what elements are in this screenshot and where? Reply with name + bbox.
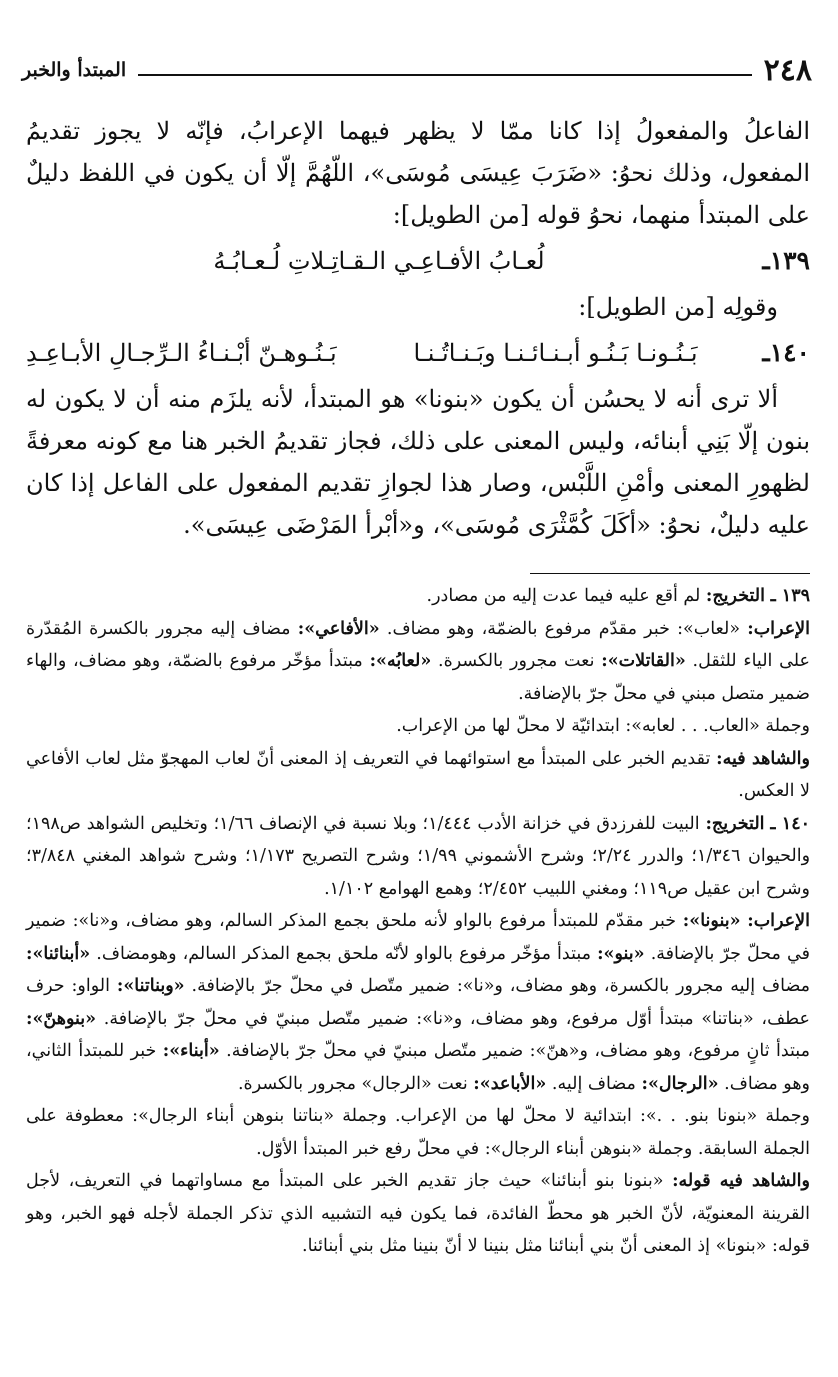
note-139-irab bbox=[26, 613, 810, 711]
note-number-140: ١٤٠ ـ bbox=[770, 813, 810, 834]
takhrij-text: البيت للفرزدق في خزانة الأدب ١/٤٤٤؛ وبلا نسبة في الإنصاف ١/٦٦؛ وتخليص الشواهد ص١٩٨؛ والحيوان ١/٣٤٦؛ والدرر ٢/٢٤؛ وشرح الأشموني ١/٩٩؛ وشرح التصريح ١/١٧٣؛ وشرح شواهد المغني ٣/٨٤٨؛ وشرح ابن عقيل ص١١٩؛ ومغني اللبيب ٢/٤٥٢؛ وهمع الهوامع ١/١٠٢. bbox=[26, 813, 811, 899]
irab-keyword: «الرجال»: bbox=[641, 1073, 719, 1094]
note-number-139: ١٣٩ ـ bbox=[770, 586, 810, 606]
irab-keyword: «أبنائنا»: bbox=[26, 943, 91, 964]
note-140-jumla: وجملة «بنونا بنو. . .»: ابتدائية لا محلّ لها من الإعراب. وجملة «بناتنا بنوهن أبناء الرجال»: معطوفة على الجملة السابقة. وجملة «بنوهن أبناء الرجال»: في محلّ رفع خبر المبتدأ الأوّل. bbox=[26, 1106, 810, 1159]
footnote-separator bbox=[530, 573, 810, 574]
irab-text: خبر للمبتدأ الثاني، وهو مضاف. bbox=[26, 1041, 810, 1094]
irab-keyword: «الأباعد»: bbox=[473, 1073, 547, 1094]
page-header bbox=[22, 48, 812, 92]
intro-paragraph: الفاعلُ والمفعولُ إذا كانا ممّا لا يظهر فيهما الإعرابُ، فإنّه لا يجوز تقديمُ المفعول، وذلك نحوُ: «ضَرَبَ عِيسَى مُوسَى»، اللّهُمَّ إلّا أن يكون في اللفظ دليلٌ على المبتدأ منهما، نحوُ قوله [من الطويل]: bbox=[26, 117, 810, 229]
note-140-takhrij bbox=[26, 808, 810, 906]
irab-keyword: «الأفاعي»: bbox=[297, 618, 380, 639]
irab-text: نعت مجرور بالكسرة. bbox=[438, 651, 595, 671]
irab-text: مبتدأ ثانٍ مرفوع، وهو مضاف، و«هنّ»: ضمير متّصل مبنيّ في محلّ جرّ بالإضافة. bbox=[226, 1041, 810, 1061]
main-text bbox=[26, 110, 810, 546]
irab-text: مبتدأ مؤخّر مرفوع بالضمّة، وهو مضاف، والهاء ضمير متصل مبني في محلّ جرّ بالإضافة. bbox=[26, 651, 810, 704]
verse-140-intro: وقولِه [من الطويل]: bbox=[578, 293, 778, 321]
note-139-takhrij bbox=[26, 580, 810, 613]
irab-text: مبتدأ مؤخّر مرفوع بالواو لأنّه ملحق بجمع المذكر السالم، وهومضاف. bbox=[96, 943, 591, 964]
irab-label: الإعراب: bbox=[747, 618, 810, 639]
irab-text: مضاف إليه مجرور بالكسرة المُقدّرة على الياء للثقل. bbox=[26, 618, 810, 671]
irab-keyword: «وبناتنا»: bbox=[116, 976, 185, 996]
irab-keyword: «القاتلات»: bbox=[601, 651, 686, 671]
takhrij-text: لم أقع عليه فيما عدت إليه من مصادر. bbox=[426, 586, 701, 606]
verse-number-140: ١٤٠ـ bbox=[762, 338, 810, 367]
irab-text: مضاف إليه مجرور بالكسرة، وهو مضاف، و«نا»: ضمير متّصل في محلّ جرّ بالإضافة. bbox=[191, 976, 810, 996]
shahid-label: والشاهد فيه: bbox=[716, 748, 810, 769]
note-140-irab bbox=[26, 905, 810, 1100]
note-140-shahid bbox=[26, 1165, 810, 1263]
shahid-label: والشاهد فيه قوله: bbox=[672, 1171, 810, 1191]
shahid-text: «بنونا بنو أبنائنا» حيث جاز تقديم الخبر على المبتدأ مع مساواتهما في التعريف، لأجل القرينة المعنويّة، لأنّ الخبر هو محطّ الفائدة، فما يكون فيه التشبيه الذي تذكر الجملة لأجله فهو الخبر، وهو قوله: «بنونا» إذ المعنى أنّ بني أبنائنا مثل بنينا لا أنّ بنينا مثل بني أبنائنا. bbox=[26, 1171, 810, 1256]
verse-140-second-hemistich: بَـنُـوهـنّ أبْـنـاءُ الـرِّجـالِ الأبـاعِـدِ bbox=[26, 339, 337, 367]
verse-number-139: ١٣٩ـ bbox=[762, 246, 810, 275]
irab-text: مضاف إليه. bbox=[551, 1073, 636, 1094]
irab-text: «لعاب»: خبر مقدّم مرفوع بالضمّة، وهو مضاف. bbox=[386, 618, 741, 639]
irab-text: خبر مقدّم للمبتدأ مرفوع بالواو لأنه ملحق بجمع المذكر السالم، وهو مضاف، و«نا»: ضمير في محلّ جرّ بالإضافة. bbox=[26, 911, 810, 964]
explanation-paragraph: ألا ترى أنه لا يحسُن أن يكون «بنونا» هو المبتدأ، لأنه يلزَم منه أن لا يكون له بنون إلّا بَنِي أبنائه، وليس المعنى على ذلك، فجاز تقديمُ الخبر هنا مع كونه معرفةً لظهورِ المعنى وأمْنِ اللَّبْس، وصار هذا لجوازِ تقديم المفعول على الفاعل إذا كان عليه دليلٌ، نحوُ: «أكَلَ كُمَّثْرَى مُوسَى»، و«أبْرأ المَرْضَى عِيسَى». bbox=[26, 385, 810, 539]
irab-keyword: «بنو»: bbox=[597, 943, 645, 964]
verse-140 bbox=[26, 332, 810, 374]
irab-label: الإعراب: bbox=[747, 911, 810, 931]
irab-text: نعت «الرجال» مجرور بالكسرة. bbox=[237, 1073, 468, 1094]
running-title: المبتدأ والخبر bbox=[22, 59, 127, 81]
note-139-shahid bbox=[26, 743, 810, 808]
footnotes bbox=[26, 580, 810, 1263]
verse-140-first-hemistich: بَـنُـونـا بَـنُـو أبـنـائـنـا وبَـنـاتُـنـا bbox=[413, 339, 698, 367]
irab-keyword: «أبناء»: bbox=[162, 1041, 220, 1061]
note-139-jumla: وجملة «العاب. . . لعابه»: ابتدائيّة لا محلّ لها من الإعراب. bbox=[396, 716, 810, 736]
irab-keyword: «بنوهنّ»: bbox=[26, 1008, 97, 1029]
verse-139-text: لُعـابُ الأفـاعِـي الـقـاتِـلاتِ لُـعـابُـهُ bbox=[213, 247, 545, 275]
verse-139 bbox=[26, 240, 810, 282]
header-rule bbox=[138, 74, 752, 76]
page-number: ٢٤٨ bbox=[763, 52, 812, 88]
shahid-text: تقديم الخبر على المبتدأ مع استوائهما في التعريف إذ المعنى أنّ لعاب المهجوّ مثل لعاب الأفاعي لا العكس. bbox=[26, 748, 810, 801]
irab-keyword: «بنونا»: bbox=[682, 911, 741, 931]
irab-text: الواو: حرف عطف، «بناتنا» مبتدأ أوّل مرفوع، وهو مضاف، و«نا»: ضمير متّصل مبنيّ في محلّ جرّ بالإضافة. bbox=[26, 976, 810, 1029]
irab-keyword: «لعابُه»: bbox=[369, 651, 432, 671]
takhrij-label: التخريج: bbox=[705, 586, 765, 606]
takhrij-label: التخريج: bbox=[705, 813, 765, 834]
